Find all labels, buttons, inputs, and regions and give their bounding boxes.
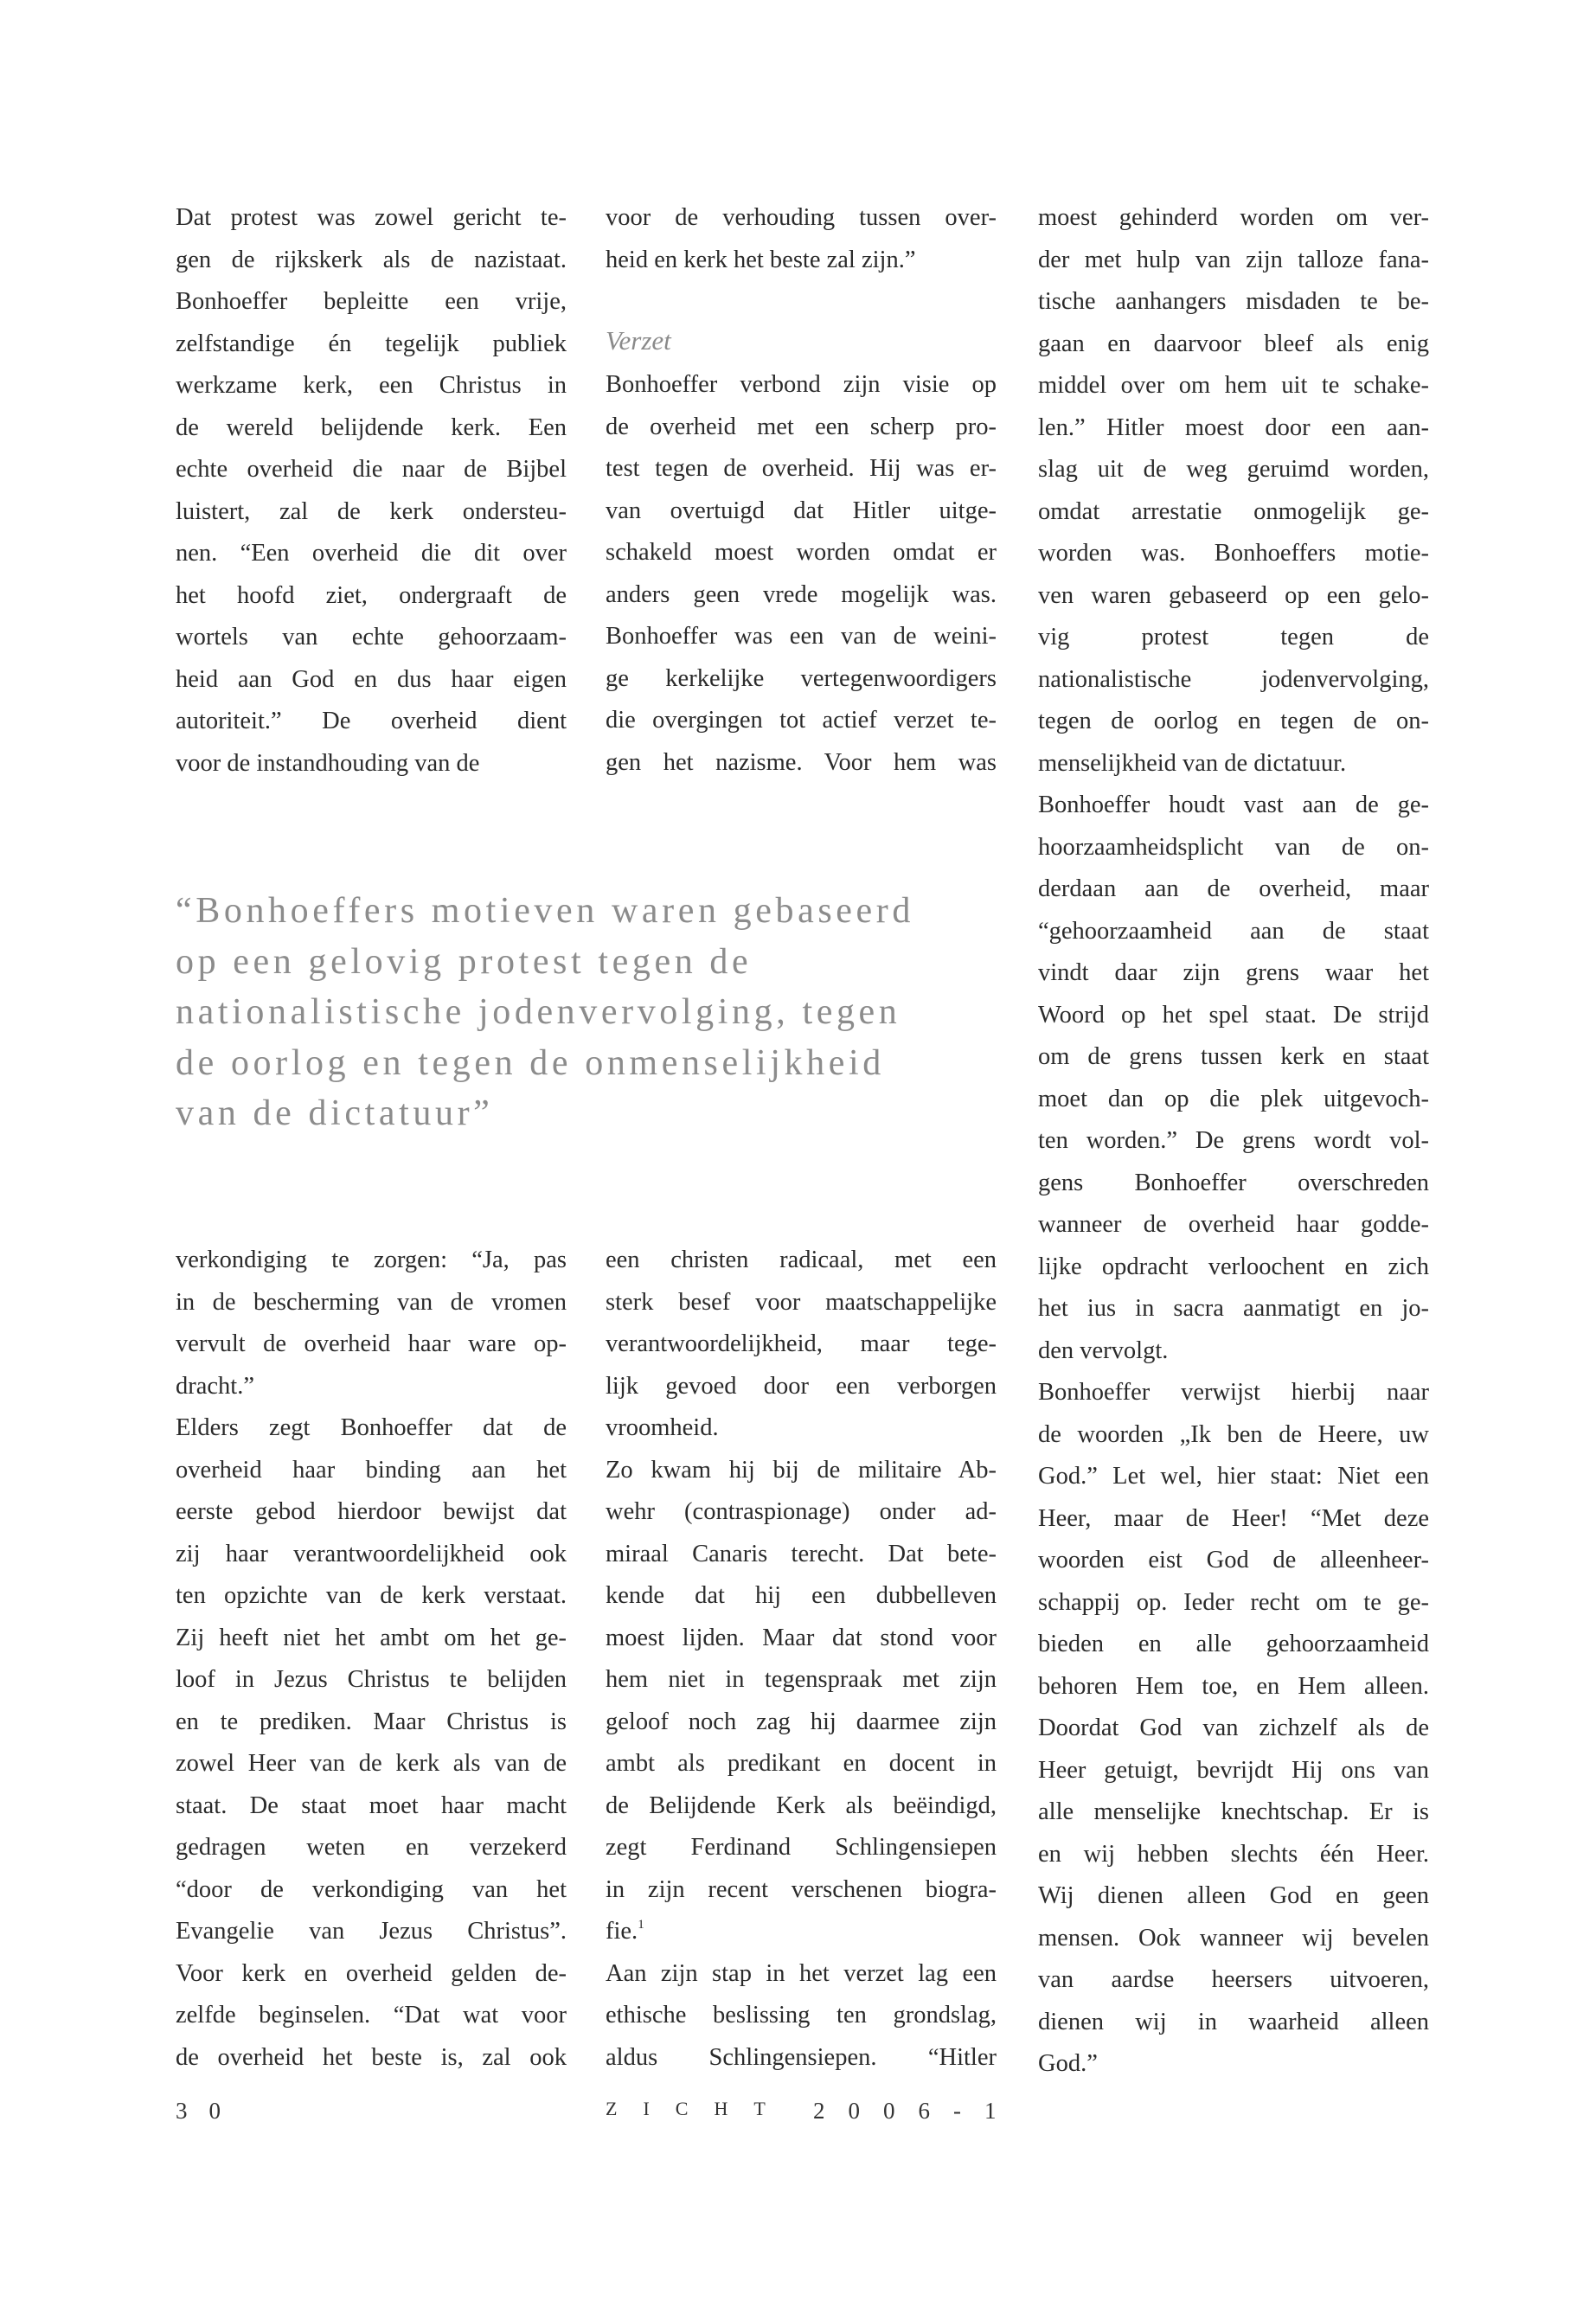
text-line: middel over om hem uit te schake- — [1038, 372, 1429, 399]
text-line: de wereld belijdende kerk. Een — [176, 413, 567, 441]
text-line: Bonhoeffer was een van de weini- — [606, 623, 997, 650]
text-line: zelfstandige én tegelijk publiek — [176, 330, 567, 357]
text-line: verantwoordelijkheid, maar tege- — [606, 1330, 997, 1357]
text-line: de woorden „Ik ben de Heere, uw — [1038, 1420, 1429, 1448]
text-line: hem niet in tegenspraak met zijn — [606, 1666, 997, 1693]
column-top-middle — [606, 197, 997, 281]
text-line: nationalistische jodenvervolging, — [1038, 665, 1429, 693]
text-line: zelfde beginselen. “Dat wat voor — [176, 2002, 567, 2029]
text-line: God.” — [1038, 2050, 1098, 2077]
text-line: ge kerkelijke vertegenwoordigers — [606, 664, 997, 692]
text-line: zowel Heer van de kerk als van de — [176, 1750, 567, 1777]
text-line: Woord op het spel staat. De strijd — [1038, 1001, 1429, 1029]
text-line: Bonhoeffer verwijst hierbij naar — [1038, 1379, 1429, 1406]
text-line: het hoofd ziet, ondergraaft de — [176, 581, 567, 609]
column-bottom-left — [176, 1240, 567, 2079]
text-line: vindt daar zijn grens waar het — [1038, 959, 1429, 986]
text-line: gens Bonhoeffer overschreden — [1038, 1169, 1429, 1196]
pull-quote — [176, 886, 980, 1139]
text-line: en wij hebben slechts één Heer. — [1038, 1840, 1429, 1868]
text-line: gaan en daarvoor bleef als enig — [1038, 330, 1429, 357]
column-top-middle-continued — [606, 364, 997, 784]
text-line: vroomheid. — [606, 1414, 719, 1441]
text-line: in zijn recent verschenen biogra- — [606, 1875, 997, 1903]
text-line: autoriteit.” De overheid dient — [176, 708, 567, 734]
text-line: tische aanhangers misdaden te be- — [1038, 288, 1429, 315]
text-line: Zij heeft niet het ambt om het ge- — [176, 1624, 567, 1651]
text-line: slag uit de weg geruimd worden, — [1038, 456, 1429, 483]
text-line: gen de rijkskerk als de nazistaat. — [176, 246, 567, 273]
footnote-marker: 1 — [638, 1918, 644, 1932]
text-line: een christen radicaal, met een — [606, 1247, 997, 1273]
journal-issue: 2006-1 — [813, 2098, 1020, 2124]
text-line: tegen de oorlog en tegen de on- — [1038, 708, 1429, 734]
text-line: heid en kerk het beste zal zijn.” — [606, 246, 916, 273]
text-line: ethische beslissing ten grondslag, — [606, 2002, 997, 2029]
text-line: gedragen weten en verzekerd — [176, 1834, 567, 1861]
text-line: lijke opdracht verloochent en zich — [1038, 1253, 1429, 1280]
text-line: dracht.” — [176, 1372, 254, 1400]
text-line: Evangelie van Jezus Christus”. — [176, 1918, 567, 1945]
text-line: de overheid het beste is, zal ook — [176, 2043, 567, 2071]
text-line: eerste gebod hierdoor bewijst dat — [176, 1498, 567, 1525]
text-line: zegt Ferdinand Schlingensiepen — [606, 1834, 997, 1861]
text-line: anders geen vrede mogelijk was. — [606, 580, 997, 608]
pull-quote-line: nationalistische jodenvervolging, tegen — [176, 992, 901, 1032]
text-line: ven waren gebaseerd op een gelo- — [1038, 581, 1429, 609]
text-line: behoren Hem toe, en Hem alleen. — [1038, 1672, 1429, 1700]
text-line: moet dan op die plek uitgevoch- — [1038, 1085, 1429, 1112]
text-line: die overgingen tot actief verzet te- — [606, 707, 997, 734]
text-line: wanneer de overheid haar godde- — [1038, 1211, 1429, 1238]
text-line: Voor kerk en overheid gelden de- — [176, 1959, 567, 1987]
text-line: Zo kwam hij bij de militaire Ab- — [606, 1456, 997, 1484]
text-line: Elders zegt Bonhoeffer dat de — [176, 1414, 567, 1441]
text-line: Heer, maar de Heer! “Met deze — [1038, 1504, 1429, 1532]
text-line: zij haar verantwoordelijkheid ook — [176, 1540, 567, 1567]
text-line: vervult de overheid haar ware op- — [176, 1330, 567, 1357]
text-line: lijk gevoed door een verborgen — [606, 1372, 997, 1400]
column-right — [1038, 197, 1429, 2086]
text-line: ambt als predikant en docent in — [606, 1750, 997, 1777]
text-line: staat. De staat moet haar macht — [176, 1791, 567, 1819]
pull-quote-line: op een gelovig protest tegen de — [176, 941, 753, 982]
text-line: vig protest tegen de — [1038, 624, 1429, 651]
text-line: wehr (contraspionage) onder ad- — [606, 1498, 997, 1525]
text-line: gen het nazisme. Voor hem was — [606, 748, 997, 776]
journal-name: ZICHT — [606, 2098, 792, 2119]
text-line: worden was. Bonhoeffers motie- — [1038, 540, 1429, 567]
text-line: Bonhoeffer bepleitte een vrije, — [176, 288, 567, 315]
page-number: 30 — [176, 2098, 242, 2124]
text-line: Doordat God van zichzelf als de — [1038, 1715, 1429, 1741]
text-line: verkondiging te zorgen: “Ja, pas — [176, 1247, 567, 1273]
text-line: moest gehinderd worden om ver- — [1038, 204, 1429, 231]
text-line: voor de instandhouding van de — [176, 749, 480, 777]
text-line: loof in Jezus Christus te belijden — [176, 1666, 567, 1693]
text-line: woorden eist God de alleenheer- — [1038, 1547, 1429, 1574]
text-line: bieden en alle gehoorzaamheid — [1038, 1631, 1429, 1657]
text-line: Bonhoeffer houdt vast aan de ge- — [1038, 792, 1429, 818]
text-line: fie.$^1$ — [606, 1918, 644, 1945]
text-line: “door de verkondiging van het — [176, 1875, 567, 1903]
text-line: test tegen de overheid. Hij was er- — [606, 455, 997, 482]
text-line: voor de verhouding tussen over- — [606, 204, 997, 231]
text-line: luistert, zal de kerk ondersteu- — [176, 497, 567, 525]
text-line: alle menselijke knechtschap. Er is — [1038, 1798, 1429, 1825]
text-line: Heer getuigt, bevrijdt Hij ons van — [1038, 1756, 1429, 1784]
text-line: van overtuigd dat Hitler uitge- — [606, 497, 997, 524]
text-line: aldus Schlingensiepen. “Hitler — [606, 2043, 997, 2071]
column-bottom-middle — [606, 1240, 997, 2079]
text-line: mensen. Ook wanneer wij bevelen — [1038, 1924, 1429, 1952]
text-line: moest lijden. Maar dat stond voor — [606, 1624, 997, 1651]
text-line: den vervolgt. — [1038, 1336, 1169, 1364]
text-line: nen. “Een overheid die dit over — [176, 540, 567, 567]
text-line: Wij dienen alleen God en geen — [1038, 1882, 1429, 1909]
text-line: de overheid met een scherp pro- — [606, 413, 997, 440]
column-top-left — [176, 197, 567, 785]
text-line: geloof noch zag hij daarmee zijn — [606, 1708, 997, 1735]
text-line: Dat protest was zowel gericht te- — [176, 204, 567, 231]
text-line: de Belijdende Kerk als beëindigd, — [606, 1791, 997, 1819]
text-line: heid aan God en dus haar eigen — [176, 665, 567, 693]
pull-quote-line: van de dictatuur” — [176, 1093, 494, 1133]
text-line: ten opzichte van de kerk verstaat. — [176, 1582, 567, 1609]
text-line: het ius in sacra aanmatigt en jo- — [1038, 1295, 1429, 1322]
text-line: schakeld moest worden omdat er — [606, 539, 997, 566]
text-line: miraal Canaris terecht. Dat bete- — [606, 1540, 997, 1567]
text-line: God.” Let wel, hier staat: Niet een — [1038, 1463, 1429, 1490]
text-line: overheid haar binding aan het — [176, 1456, 567, 1484]
text-line: Bonhoeffer verbond zijn visie op — [606, 371, 997, 398]
text-line: en te prediken. Maar Christus is — [176, 1708, 567, 1735]
text-line: ten worden.” De grens wordt vol- — [1038, 1127, 1429, 1154]
text-line: omdat arrestatie onmogelijk ge- — [1038, 497, 1429, 525]
text-line: len.” Hitler moest door een aan- — [1038, 413, 1429, 441]
text-line: werkzame kerk, een Christus in — [176, 372, 567, 399]
pull-quote-line: de oorlog en tegen de onmenselijkheid — [176, 1042, 885, 1083]
text-line: sterk besef voor maatschappelijke — [606, 1288, 997, 1316]
text-line: om de grens tussen kerk en staat — [1038, 1043, 1429, 1070]
text-line: derdaan aan de overheid, maar — [1038, 875, 1429, 902]
text-line: der met hulp van zijn talloze fana- — [1038, 246, 1429, 273]
text-line: hoorzaamheidsplicht van de on- — [1038, 833, 1429, 861]
text-line: kende dat hij een dubbelleven — [606, 1582, 997, 1609]
text-line: dienen wij in waarheid alleen — [1038, 2008, 1429, 2035]
text-line: echte overheid die naar de Bijbel — [176, 456, 567, 483]
text-line: van aardse heersers uitvoeren, — [1038, 1966, 1429, 1993]
text-line: menselijkheid van de dictatuur. — [1038, 749, 1347, 777]
text-line: in de bescherming van de vromen — [176, 1288, 567, 1316]
section-subheading: Verzet — [606, 325, 671, 356]
text-line: Aan zijn stap in het verzet lag een — [606, 1959, 997, 1987]
text-line: wortels van echte gehoorzaam- — [176, 624, 567, 651]
text-line: “gehoorzaamheid aan de staat — [1038, 917, 1429, 945]
text-line: schappij op. Ieder recht om te ge- — [1038, 1588, 1429, 1616]
pull-quote-line: “Bonhoeffers motieven waren gebaseerd — [176, 891, 914, 931]
